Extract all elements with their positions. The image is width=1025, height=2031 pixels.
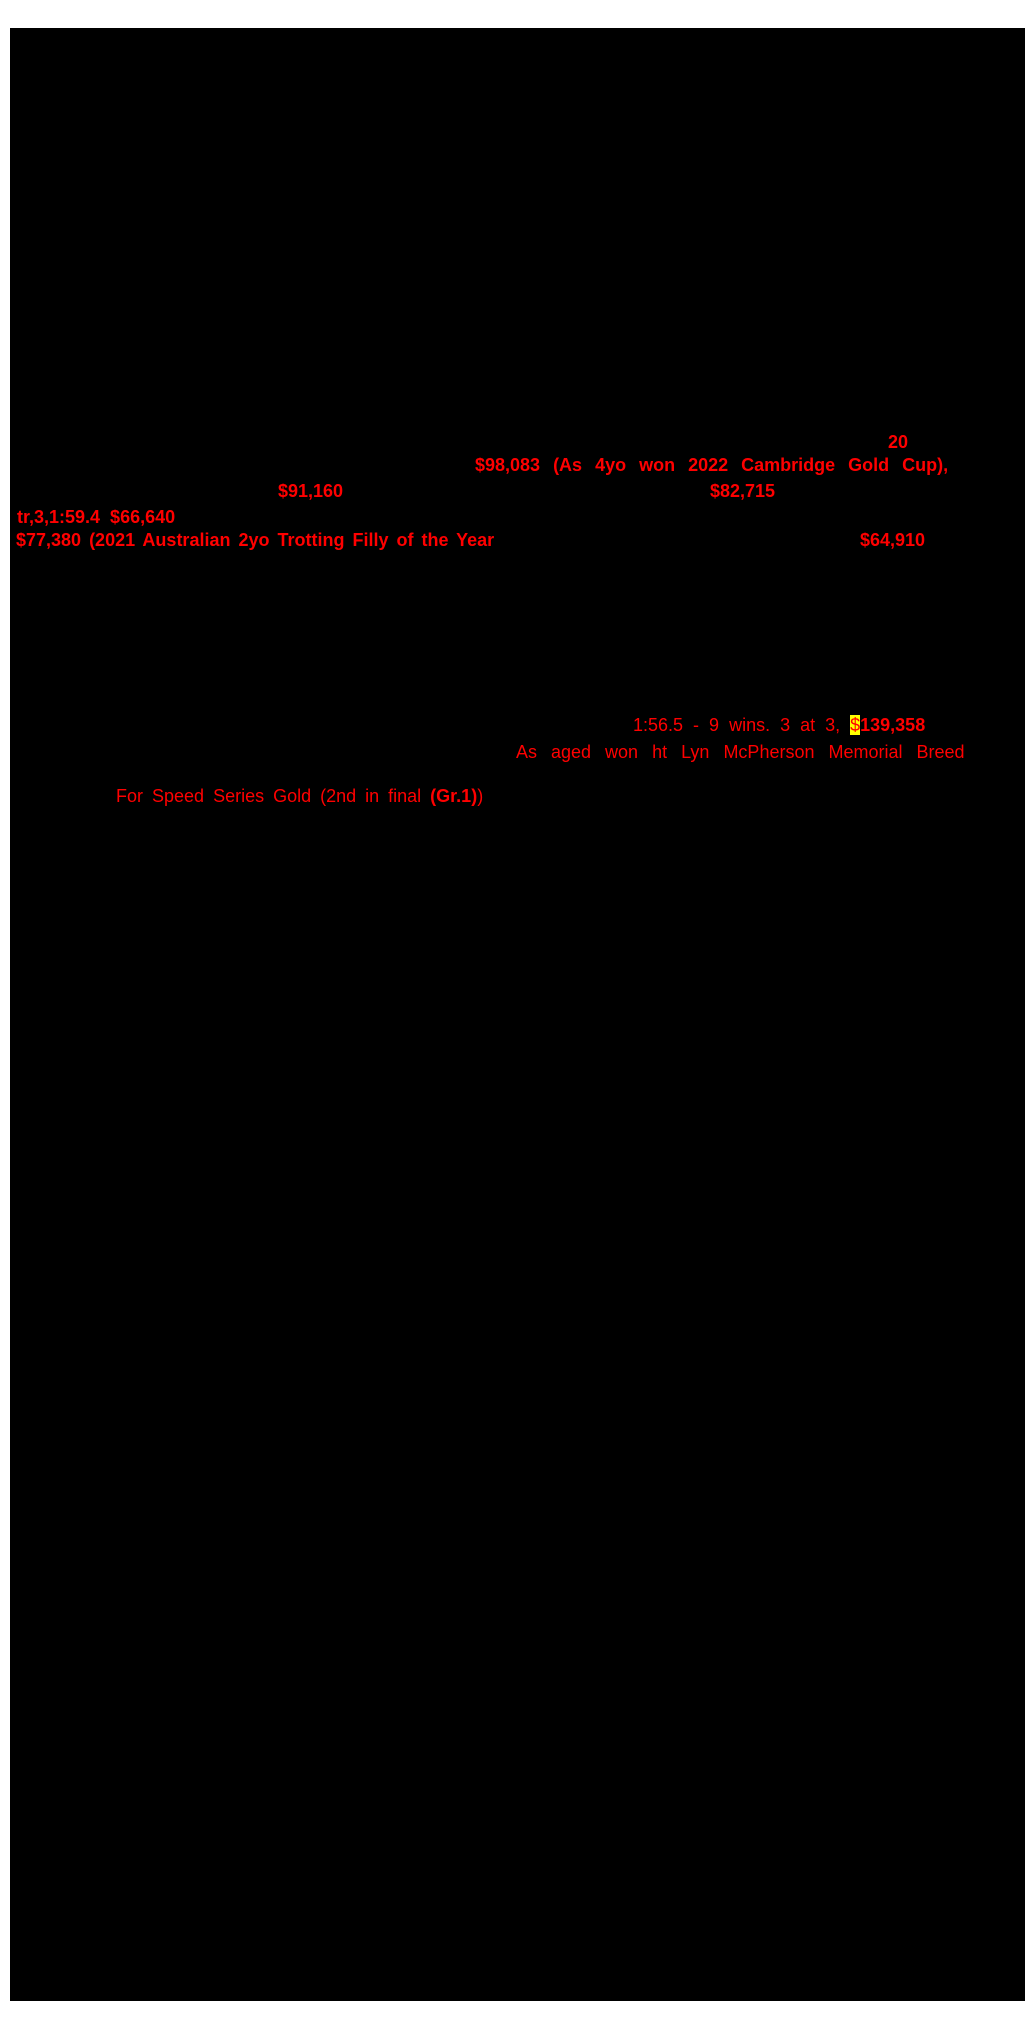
search-highlight-dollar: $ — [850, 714, 861, 735]
earnings-amount-82715: $82,715 — [710, 481, 776, 501]
speed-series-line — [80, 767, 483, 826]
document-page — [10, 28, 1025, 2001]
trotting-record-earnings-line: tr,3,1:59.4 $66,640 — [17, 507, 176, 527]
earnings-cambridge-gold-cup-line: $98,083 (As 4yo won 2022 Cambridge Gold Cup), — [475, 455, 949, 475]
earnings-amount-64910: $64,910 — [860, 530, 926, 550]
speed-series-grade: (Gr.1) — [430, 785, 478, 806]
race-record-prefix: 1:56.5 - 9 wins. 3 at 3, — [633, 714, 851, 735]
lot-number: 20 — [888, 432, 909, 452]
race-record-earnings: 139,358 — [860, 714, 926, 735]
speed-series-prefix: For Speed Series Gold (2nd in final — [116, 785, 431, 806]
mcpherson-memorial-line: As aged won ht Lyn McPherson Memorial Breed — [516, 742, 965, 762]
earnings-filly-of-the-year-line: $77,380 (2021 Australian 2yo Trotting Filly of the Year — [16, 530, 495, 550]
speed-series-suffix: ) — [477, 785, 484, 806]
earnings-amount-91160: $91,160 — [278, 481, 344, 501]
